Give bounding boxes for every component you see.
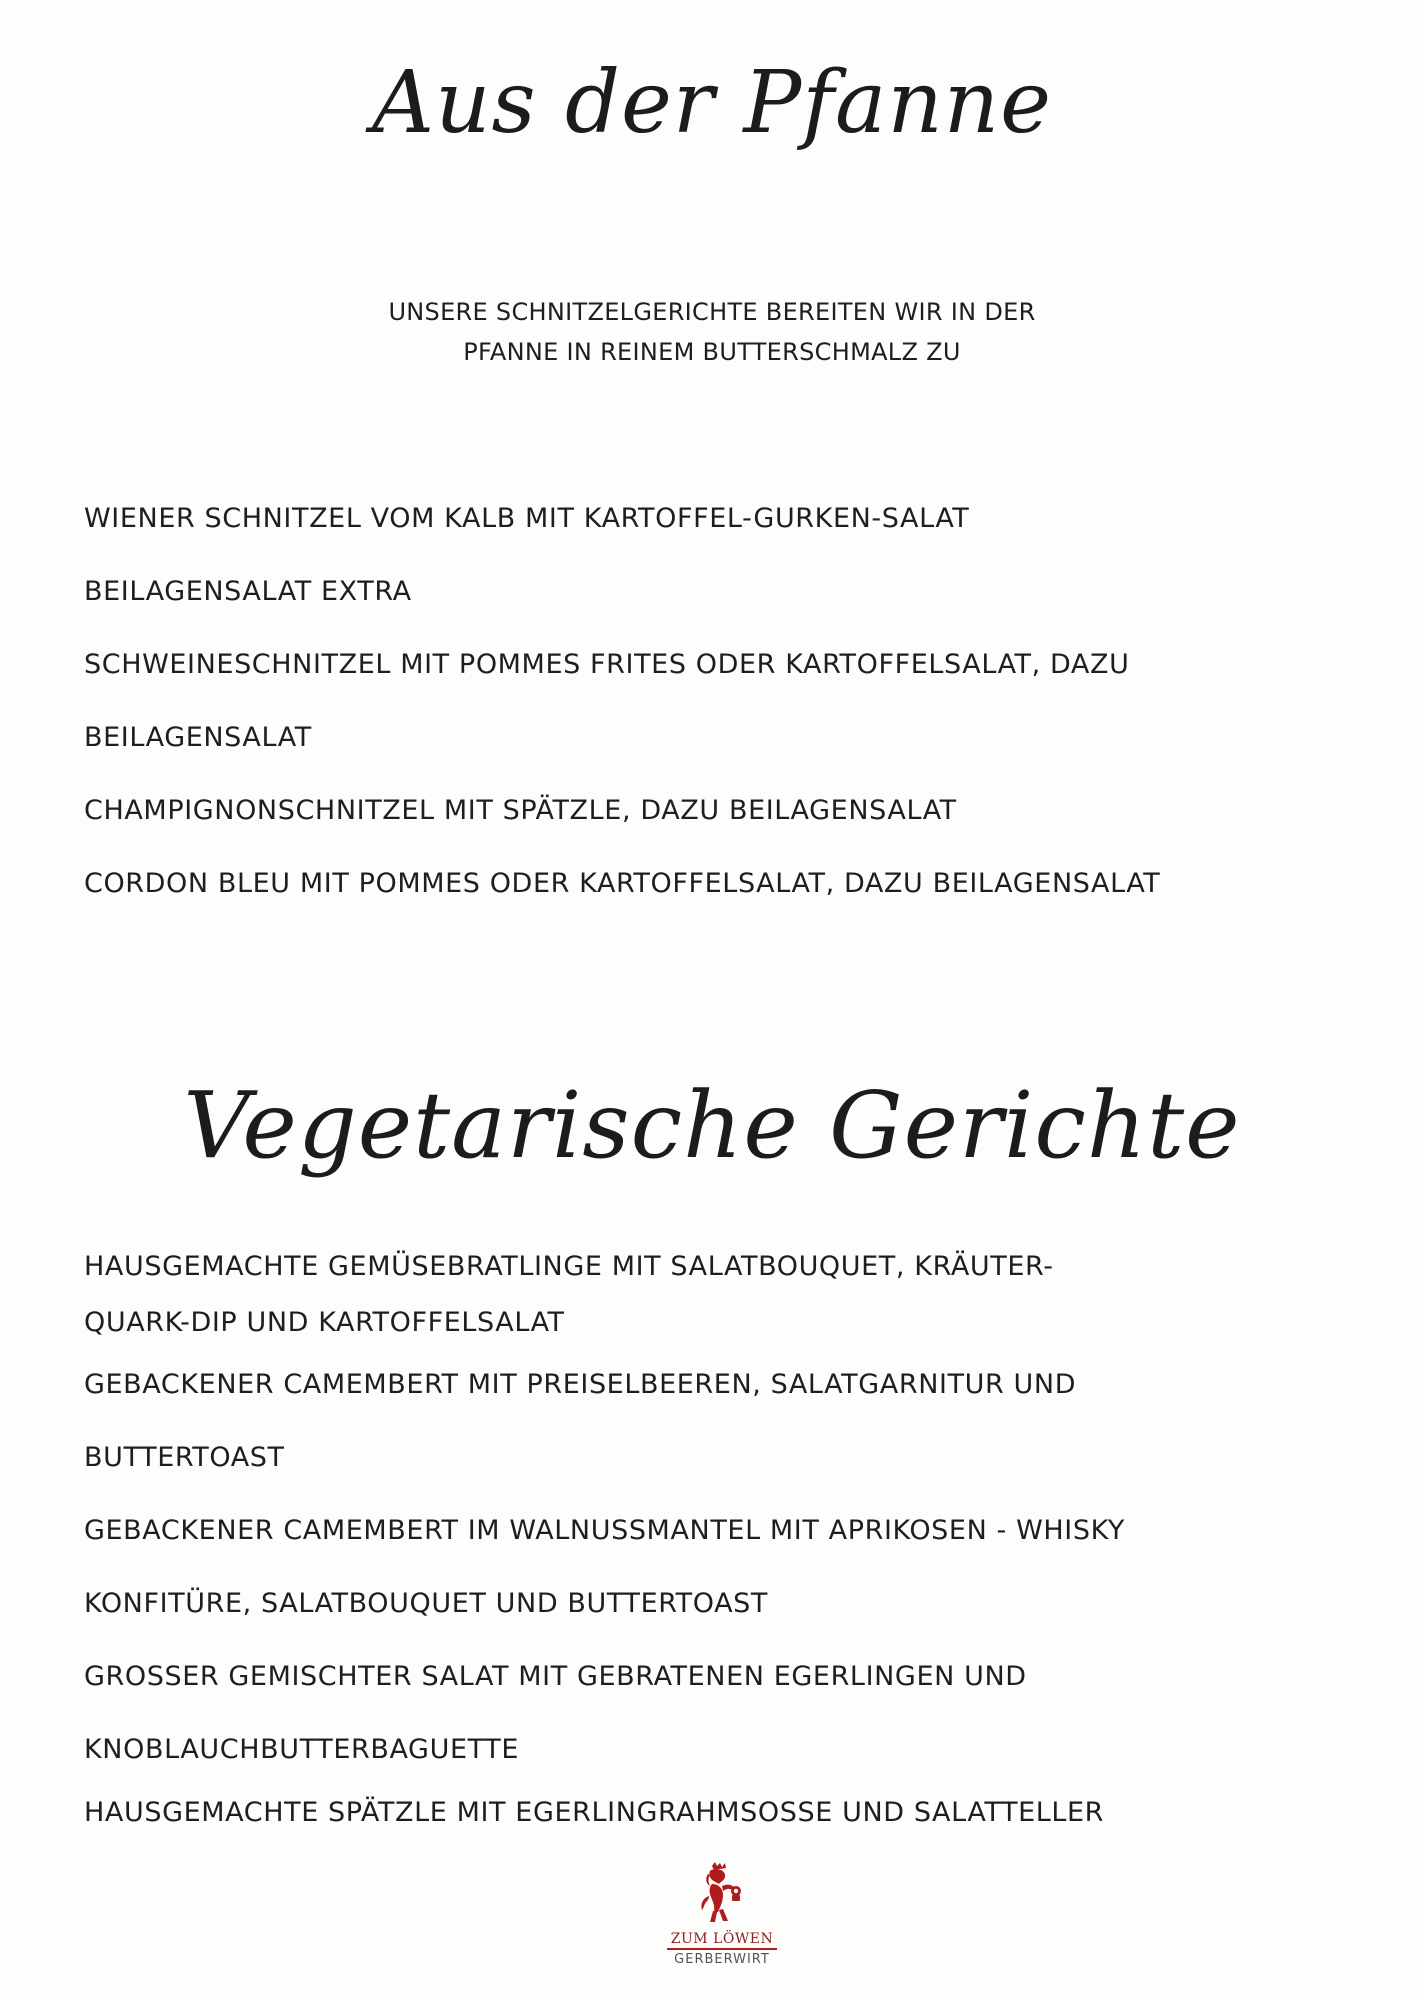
section-title-aus-der-pfanne: Aus der Pfanne bbox=[372, 53, 1052, 153]
menu-line: KONFITÜRE, SALATBOUQUET UND BUTTERTOAST bbox=[84, 1588, 769, 1619]
lion-icon bbox=[694, 1862, 750, 1928]
menu-line: QUARK-DIP UND KARTOFFELSALAT bbox=[84, 1307, 565, 1338]
section-title-vegetarische-gerichte: Vegetarische Gerichte bbox=[183, 1072, 1241, 1179]
menu-line: GEBACKENER CAMEMBERT MIT PREISELBEEREN, SALATGARNITUR UND bbox=[84, 1369, 1077, 1400]
logo-name: ZUM LÖWEN bbox=[667, 1931, 777, 1950]
menu-line: KNOBLAUCHBUTTERBAGUETTE bbox=[84, 1734, 519, 1765]
menu-line: GROSSER GEMISCHTER SALAT MIT GEBRATENEN EGERLINGEN UND bbox=[84, 1661, 1027, 1692]
menu-line: GEBACKENER CAMEMBERT IM WALNUSSMANTEL MIT APRIKOSEN - WHISKY bbox=[84, 1515, 1126, 1546]
logo bbox=[662, 1862, 782, 1967]
menu-line: SCHWEINESCHNITZEL MIT POMMES FRITES ODER KARTOFFELSALAT, DAZU bbox=[84, 649, 1130, 680]
menu-line: BEILAGENSALAT bbox=[84, 722, 312, 753]
menu-line: BEILAGENSALAT EXTRA bbox=[84, 576, 412, 607]
menu-line: HAUSGEMACHTE SPÄTZLE MIT EGERLINGRAHMSOSSE UND SALATTELLER bbox=[84, 1797, 1105, 1828]
menu-line: HAUSGEMACHTE GEMÜSEBRATLINGE MIT SALATBOUQUET, KRÄUTER- bbox=[84, 1251, 1054, 1282]
menu-line: WIENER SCHNITZEL VOM KALB MIT KARTOFFEL-GURKEN-SALAT bbox=[84, 503, 970, 534]
intro-line-2: PFANNE IN REINEM BUTTERSCHMALZ ZU bbox=[463, 338, 961, 366]
intro-line-1: UNSERE SCHNITZELGERICHTE BEREITEN WIR IN DER bbox=[388, 298, 1036, 326]
menu-line: CHAMPIGNONSCHNITZEL MIT SPÄTZLE, DAZU BEILAGENSALAT bbox=[84, 795, 957, 826]
menu-line: CORDON BLEU MIT POMMES ODER KARTOFFELSALAT, DAZU BEILAGENSALAT bbox=[84, 868, 1161, 899]
logo-subtitle: GERBERWIRT bbox=[674, 1952, 770, 1967]
menu-line: BUTTERTOAST bbox=[84, 1442, 285, 1473]
